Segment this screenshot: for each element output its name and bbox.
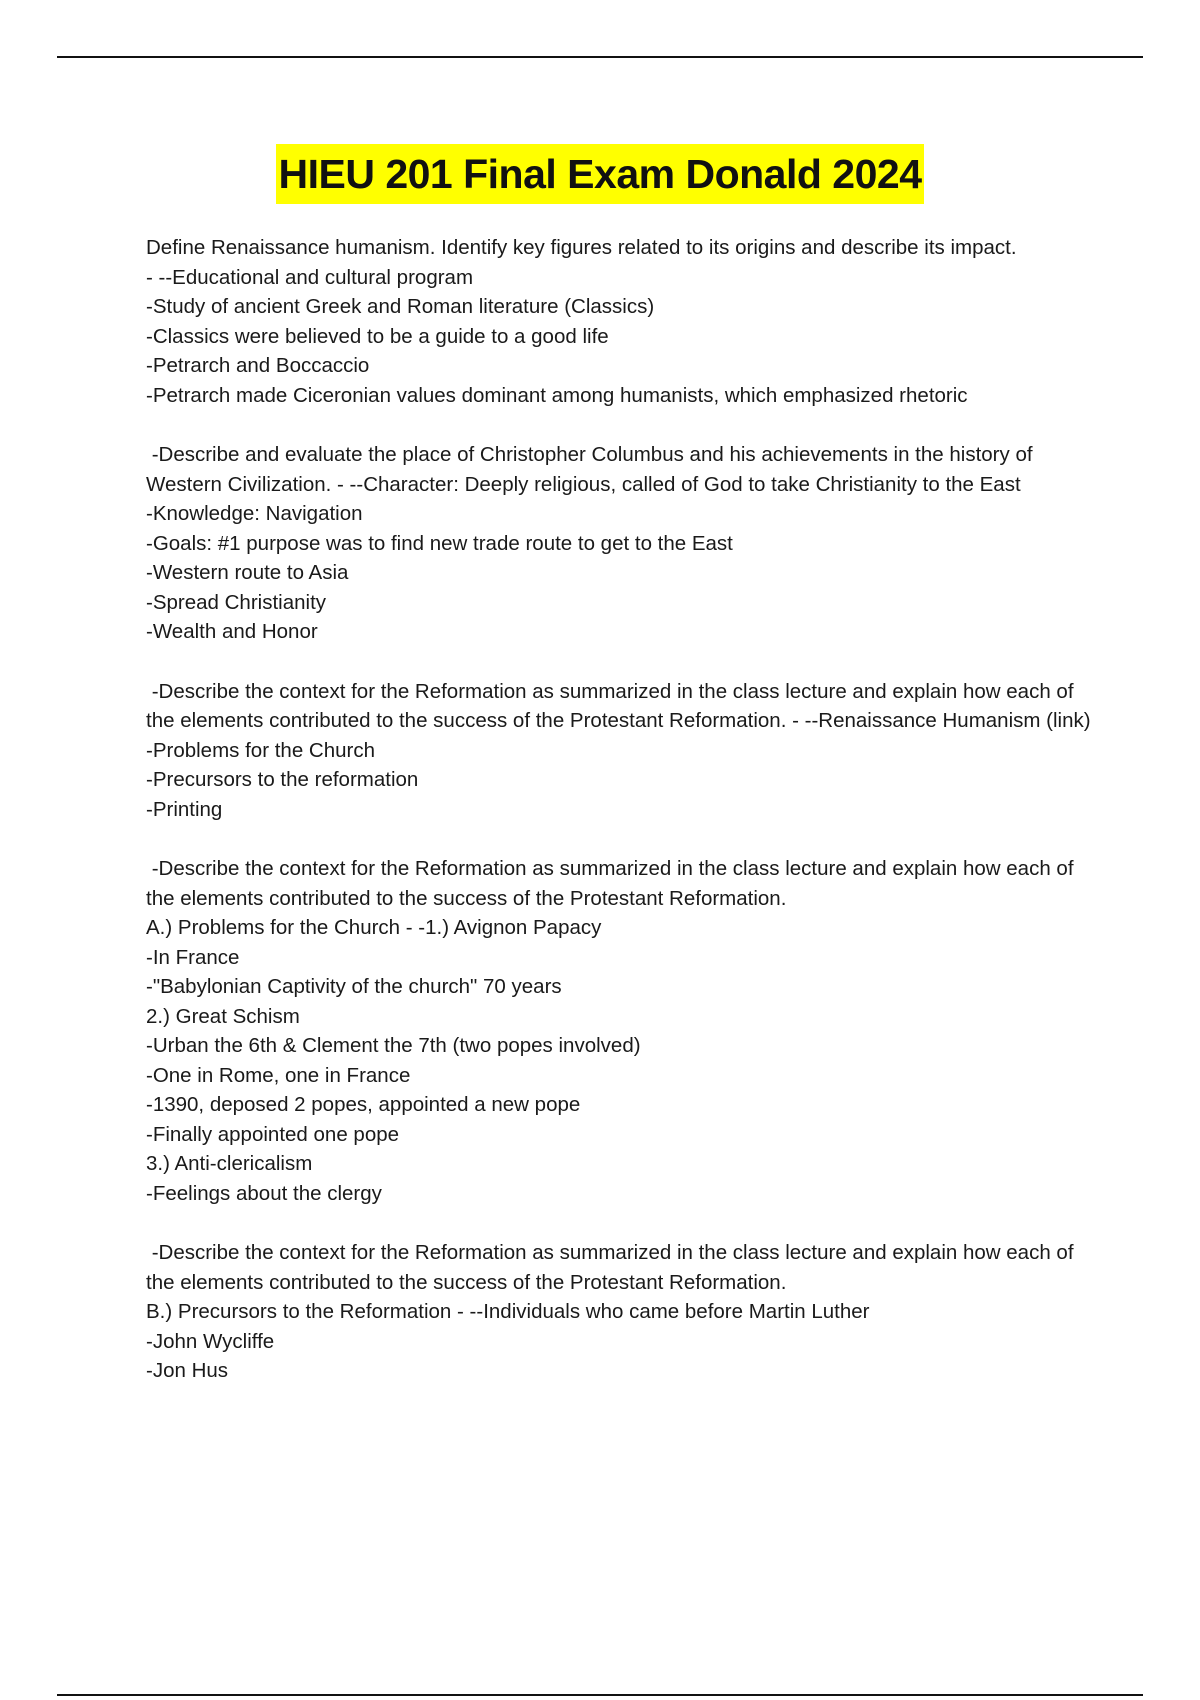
answer-line: - --Educational and cultural program xyxy=(146,265,474,289)
answer-line: -In France xyxy=(146,945,240,969)
answer-line: 3.) Anti-clericalism xyxy=(146,1152,313,1175)
answer-line: -Petrarch made Ciceronian values dominant among humanists, which emphasized rhetoric xyxy=(146,383,968,407)
answer-line: -Finally appointed one pope xyxy=(146,1122,400,1146)
section-columbus xyxy=(146,440,1096,647)
answer-line: A.) Problems for the Church - -1.) Avignon Papacy xyxy=(146,916,602,939)
section-reformation-context xyxy=(146,677,1096,825)
question-line: -Describe and evaluate the place of Christopher Columbus and his achievements in the history of Western Civilization. - --Character: Deeply religious, called of God to take Christianity to the East xyxy=(146,443,1039,496)
answer-line: -Precursors to the reformation xyxy=(146,768,419,791)
answer-line: B.) Precursors to the Reformation - --Individuals who came before Martin Luther xyxy=(146,1300,870,1323)
question-line: -Describe the context for the Reformation as summarized in the class lecture and explain how each of the elements contributed to the success of the Protestant Reformation. - --Renaissance Humanism (link) xyxy=(146,679,1091,732)
answer-line: -Urban the 6th & Clement the 7th (two popes involved) xyxy=(146,1034,641,1057)
question-line: -Describe the context for the Reformation as summarized in the class lecture and explain how each of the elements contributed to the success of the Protestant Reformation. xyxy=(146,857,1080,910)
answer-line: -Problems for the Church xyxy=(146,738,376,762)
answer-line: -One in Rome, one in France xyxy=(146,1063,411,1087)
answer-line: -Printing xyxy=(146,797,223,821)
section-renaissance-humanism xyxy=(146,233,1096,410)
answer-line: -Classics were believed to be a guide to a good life xyxy=(146,324,609,348)
question-line: Define Renaissance humanism. Identify key figures related to its origins and describe its impact. xyxy=(146,236,1017,259)
answer-line: -Western route to Asia xyxy=(146,561,349,584)
answer-line: -Feelings about the clergy xyxy=(146,1181,382,1205)
answer-line: -Spread Christianity xyxy=(146,590,327,614)
answer-line: -Jon Hus xyxy=(146,1359,229,1382)
answer-line: -1390, deposed 2 popes, appointed a new pope xyxy=(146,1093,581,1116)
answer-line: -Petrarch and Boccaccio xyxy=(146,354,370,377)
section-precursors xyxy=(146,1238,1096,1386)
answer-line: -"Babylonian Captivity of the church" 70 years xyxy=(146,975,562,998)
title-container xyxy=(0,144,1200,204)
answer-line: 2.) Great Schism xyxy=(146,1004,300,1028)
answer-line: -Knowledge: Navigation xyxy=(146,502,363,525)
question-line: -Describe the context for the Reformation as summarized in the class lecture and explain how each of the elements contributed to the success of the Protestant Reformation. xyxy=(146,1241,1080,1294)
document-body xyxy=(146,233,1096,1416)
bottom-rule xyxy=(57,1694,1143,1696)
answer-line: -Goals: #1 purpose was to find new trade route to get to the East xyxy=(146,531,733,555)
top-rule xyxy=(57,56,1143,58)
answer-line: -John Wycliffe xyxy=(146,1329,275,1353)
answer-line: -Wealth and Honor xyxy=(146,620,318,643)
answer-line: -Study of ancient Greek and Roman literature (Classics) xyxy=(146,295,655,318)
section-problems-for-church xyxy=(146,854,1096,1208)
page-title: HIEU 201 Final Exam Donald 2024 xyxy=(276,144,923,204)
